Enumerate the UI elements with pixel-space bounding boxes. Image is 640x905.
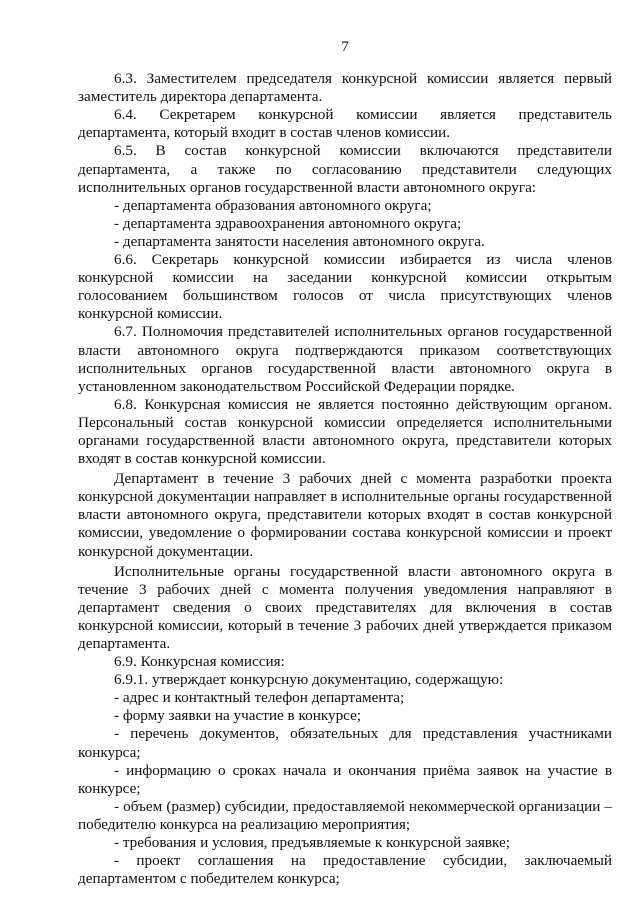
list-item-education: - департамента образования автономного округа; — [114, 196, 432, 214]
paragraph-executive-bodies: Исполнительные органы государственной власти автономного округа в течение 3 рабочих дней с момента получения уведомления направляют в департамент сведения о своих представителях для включения в состав конкурсной комиссии, который в течение 3 рабочих дней утверждается приказом департамента. — [78, 562, 612, 652]
paragraph-department-notice: Департамент в течение 3 рабочих дней с момента разработки проекта конкурсной документации направляет в исполнительные органы государственной власти автономного округа, представители которых входят в состав конкурсной комиссии, уведомление о формировании состава конкурсной комиссии и проект конкурсной документации. — [78, 470, 612, 560]
paragraph-6-9: 6.9. Конкурсная комиссия: — [114, 653, 285, 671]
paragraph-6-9-1: 6.9.1. утверждает конкурсную документацию, содержащую: — [114, 671, 504, 689]
paragraph-6-7: 6.7. Полномочия представителей исполнительных органов государственной власти автономного округа подтверждаются приказом соответствующих исполнительных органов государственной власти автономного округа в установленном законодательством Российской Федерации порядке. — [78, 323, 612, 395]
list-item-employment: - департамента занятости населения автономного округа. — [114, 232, 485, 250]
paragraph-6-3: 6.3. Заместителем председателя конкурсной комиссии является первый заместитель директора департамента. — [78, 70, 612, 106]
paragraph-6-4: 6.4. Секретарем конкурсной комиссии является представитель департамента, который входит в состав членов комиссии. — [78, 106, 612, 142]
list-item-agreement-draft: - проект соглашения на предоставление субсидии, заключаемый департаментом с победителем конкурса; — [78, 852, 612, 888]
list-item-documents: - перечень документов, обязательных для представления участниками конкурса; — [78, 725, 612, 761]
list-item-subsidy-amount: - объем (размер) субсидии, предоставляемой некоммерческой организации – победителю конкурса на реализацию мероприятия; — [78, 797, 612, 833]
list-item-address: - адрес и контактный телефон департамента; — [114, 689, 405, 707]
list-item-application-form: - форму заявки на участие в конкурсе; — [114, 707, 362, 725]
paragraph-6-5: 6.5. В состав конкурсной комиссии включаются представители департамента, а также по согласованию представители следующих исполнительных органов государственной власти автономного округа: — [78, 142, 612, 196]
list-item-deadlines: - информацию о сроках начала и окончания приёма заявок на участие в конкурсе; — [78, 761, 612, 797]
paragraph-6-6: 6.6. Секретарь конкурсной комиссии избирается из числа членов конкурсной комиссии на заседании конкурсной комиссии открытым голосованием большинством голосов от числа присутствующих членов конкурсной комиссии. — [78, 251, 612, 323]
page-number: 7 — [341, 38, 349, 55]
paragraph-6-8: 6.8. Конкурсная комиссия не является постоянно действующим органом. Персональный состав конкурсной комиссии определяется исполнительными органами государственной власти автономного округа, представители которых входят в состав конкурсной комиссии. — [78, 395, 612, 468]
list-item-requirements: - требования и условия, предъявляемые к конкурсной заявке; — [114, 834, 510, 852]
list-item-health: - департамента здравоохранения автономного округа; — [114, 214, 462, 232]
